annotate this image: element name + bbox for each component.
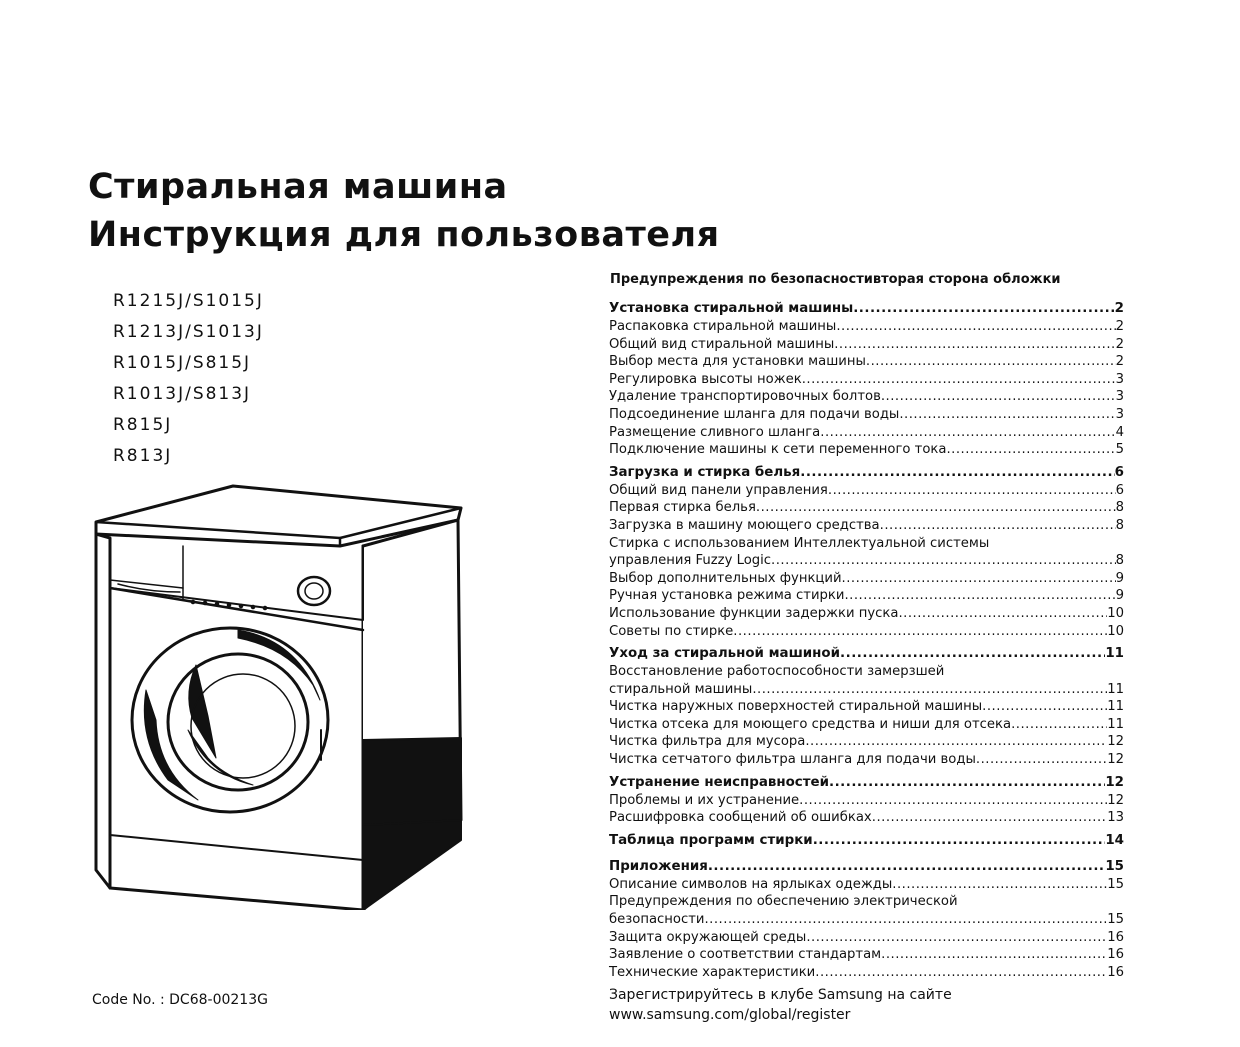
toc-heading[interactable] xyxy=(609,300,1124,318)
toc-item-label: Загрузка в машину моющего средства xyxy=(609,517,880,533)
toc-heading[interactable] xyxy=(609,774,1124,792)
toc-page: 13 xyxy=(1107,810,1124,826)
toc-item[interactable] xyxy=(609,570,1124,588)
toc-page: 12 xyxy=(1107,792,1124,808)
toc-item-label: Чистка фильтра для мусора xyxy=(609,734,806,750)
toc-page: 8 xyxy=(1115,517,1124,533)
toc-item[interactable] xyxy=(609,353,1124,371)
toc-item[interactable] xyxy=(609,929,1124,947)
model-number: R1015J/S815J xyxy=(113,353,252,373)
toc-page: 16 xyxy=(1107,929,1124,945)
model-number: R1213J/S1013J xyxy=(113,322,264,342)
toc-section xyxy=(609,645,1124,769)
toc-page: 10 xyxy=(1107,623,1124,639)
toc-item-label: Регулировка высоты ножек xyxy=(609,371,802,387)
toc-item[interactable] xyxy=(609,605,1124,623)
toc-item-label: Размещение сливного шланга xyxy=(609,424,821,440)
model-number: R1215J/S1015J xyxy=(113,291,264,311)
toc-heading-label: Загрузка и стирка белья xyxy=(609,464,801,480)
model-number: R1013J/S813J xyxy=(113,384,252,404)
toc-page: 14 xyxy=(1105,832,1124,848)
toc-heading[interactable] xyxy=(609,832,1124,850)
toc-item-label: стиральной машины xyxy=(609,681,753,697)
toc-item-label: Выбор места для установки машины xyxy=(609,354,866,370)
register-note xyxy=(609,985,952,1025)
toc-page: 2 xyxy=(1114,301,1124,316)
toc-item[interactable] xyxy=(609,499,1124,517)
toc-heading-label: Приложения xyxy=(609,858,708,874)
toc-item-label: Использование функции задержки пуска xyxy=(609,605,899,621)
toc-page: 16 xyxy=(1107,964,1124,980)
toc-page: 9 xyxy=(1115,570,1124,586)
toc-item-label: управления Fuzzy Logic xyxy=(609,553,772,569)
toc-item-label: Стирка с использованием Интеллектуальной системы xyxy=(609,535,990,551)
washing-machine-icon xyxy=(88,480,478,910)
toc-page: 12 xyxy=(1107,734,1124,750)
warnings-heading: Предупреждения по безопасностивторая сторона обложки xyxy=(610,272,1061,287)
toc-item-label: Заявление о соответствии стандартам xyxy=(609,947,882,963)
toc-page: 12 xyxy=(1107,752,1124,768)
toc-page: 16 xyxy=(1107,947,1124,963)
toc-item[interactable] xyxy=(609,876,1124,894)
toc-item-label: Советы по стирке xyxy=(609,623,734,639)
toc-page: 4 xyxy=(1115,424,1124,440)
register-text: Зарегистрируйтесь в клубе Samsung на сайте xyxy=(609,987,952,1003)
code-number: Code No. : DC68-00213G xyxy=(92,992,268,1008)
toc-item-label: Чистка наружных поверхностей стиральной машины xyxy=(609,699,983,715)
toc-page: 10 xyxy=(1107,605,1124,621)
model-number: R813J xyxy=(113,446,173,466)
toc-page: 12 xyxy=(1105,774,1124,790)
toc-section xyxy=(609,858,1124,982)
toc-page: 2 xyxy=(1115,319,1124,334)
toc-item[interactable] xyxy=(609,733,1124,751)
toc-item-label: Технические характеристики xyxy=(609,964,816,980)
toc-item-label: Подключение машины к сети переменного тока xyxy=(609,442,947,458)
toc-page: 11 xyxy=(1107,681,1124,697)
toc-item-label: Выбор дополнительных функций xyxy=(609,570,842,586)
toc-item[interactable] xyxy=(609,751,1124,769)
toc-page: 3 xyxy=(1115,389,1124,405)
toc-item[interactable] xyxy=(609,911,1124,929)
toc-page: 8 xyxy=(1115,500,1124,516)
toc-section xyxy=(609,464,1124,640)
toc-page: 11 xyxy=(1105,646,1124,662)
toc-item[interactable] xyxy=(609,517,1124,535)
register-link[interactable]: www.samsung.com/global/register xyxy=(609,1007,851,1023)
toc-page: 11 xyxy=(1107,699,1124,715)
toc-item-label: Чистка сетчатого фильтра шланга для подачи воды xyxy=(609,752,976,768)
toc-item-label: Описание символов на ярлыках одежды xyxy=(609,876,893,892)
toc-page: 11 xyxy=(1107,716,1124,732)
toc-heading[interactable] xyxy=(609,464,1124,482)
toc-item[interactable] xyxy=(609,792,1124,810)
toc-page: 3 xyxy=(1115,406,1124,422)
toc-item[interactable] xyxy=(609,482,1124,500)
toc-item[interactable] xyxy=(609,371,1124,389)
model-list xyxy=(113,290,264,476)
toc-item-label: Общий вид панели управления xyxy=(609,482,828,498)
toc-item[interactable] xyxy=(609,946,1124,964)
toc-heading[interactable] xyxy=(609,645,1124,663)
toc-item-label: Ручная установка режима стирки xyxy=(609,588,845,604)
toc-page: 8 xyxy=(1115,553,1124,569)
toc-page: 2 xyxy=(1115,336,1124,352)
toc-item[interactable] xyxy=(609,623,1124,641)
toc-page: 5 xyxy=(1115,442,1124,458)
toc-heading-label: Таблица программ стирки xyxy=(609,832,813,848)
toc-item[interactable] xyxy=(609,681,1124,699)
toc-item-label: Общий вид стиральной машины xyxy=(609,336,835,352)
toc-item-label: Восстановление работоспособности замерзшей xyxy=(609,664,945,680)
toc-heading[interactable] xyxy=(609,858,1124,876)
toc-item[interactable] xyxy=(609,698,1124,716)
toc-section xyxy=(609,774,1124,827)
document-subtitle: Инструкция для пользователя xyxy=(88,215,720,255)
toc-item[interactable] xyxy=(609,441,1124,459)
toc-page: 6 xyxy=(1114,464,1124,480)
toc-heading-label: Уход за стиральной машиной xyxy=(609,646,841,662)
toc-item[interactable] xyxy=(609,388,1124,406)
toc-page: 9 xyxy=(1115,588,1124,604)
toc-item-label: Предупреждения по обеспечению электрической xyxy=(609,894,958,910)
toc-item-label: Подсоединение шланга для подачи воды xyxy=(609,406,900,422)
toc-page: 15 xyxy=(1105,858,1124,874)
toc-item-label: Защита окружающей среды xyxy=(609,929,807,945)
toc-item[interactable] xyxy=(609,406,1124,424)
toc-item-label: Проблемы и их устранение xyxy=(609,792,800,808)
toc-page: 3 xyxy=(1115,371,1124,387)
toc-section xyxy=(609,832,1124,850)
toc-page: 15 xyxy=(1107,876,1124,892)
toc-item[interactable] xyxy=(609,336,1124,354)
toc-item[interactable] xyxy=(609,716,1124,734)
toc-page: 6 xyxy=(1115,482,1124,498)
toc-page: 2 xyxy=(1115,354,1124,370)
model-number: R815J xyxy=(113,415,173,435)
toc-heading-label: Установка стиральной машины xyxy=(609,301,854,316)
toc-section xyxy=(609,300,1124,459)
toc-item-line[interactable] xyxy=(609,893,1124,911)
washing-machine-illustration xyxy=(88,480,478,914)
toc-item-label: Расшифровка сообщений об ошибках xyxy=(609,810,872,826)
toc-item-label: Распаковка стиральной машины xyxy=(609,319,837,334)
toc-item-label: Чистка отсека для моющего средства и ниши для отсека xyxy=(609,716,1012,732)
toc-heading-label: Устранение неисправностей xyxy=(609,774,829,790)
toc-item[interactable] xyxy=(609,424,1124,442)
toc-item[interactable] xyxy=(609,809,1124,827)
document-title: Стиральная машина xyxy=(88,167,508,207)
toc-item[interactable] xyxy=(609,964,1124,982)
toc-item[interactable] xyxy=(609,587,1124,605)
toc-page: 15 xyxy=(1107,912,1124,928)
toc-item-label: Удаление транспортировочных болтов xyxy=(609,389,881,405)
table-of-contents xyxy=(609,300,1124,986)
toc-item[interactable] xyxy=(609,552,1124,570)
toc-item-line[interactable] xyxy=(609,663,1124,681)
toc-item-line[interactable] xyxy=(609,535,1124,553)
toc-item-label: безопасности xyxy=(609,912,705,928)
toc-item-label: Первая стирка белья xyxy=(609,500,756,516)
toc-item[interactable] xyxy=(609,318,1124,336)
